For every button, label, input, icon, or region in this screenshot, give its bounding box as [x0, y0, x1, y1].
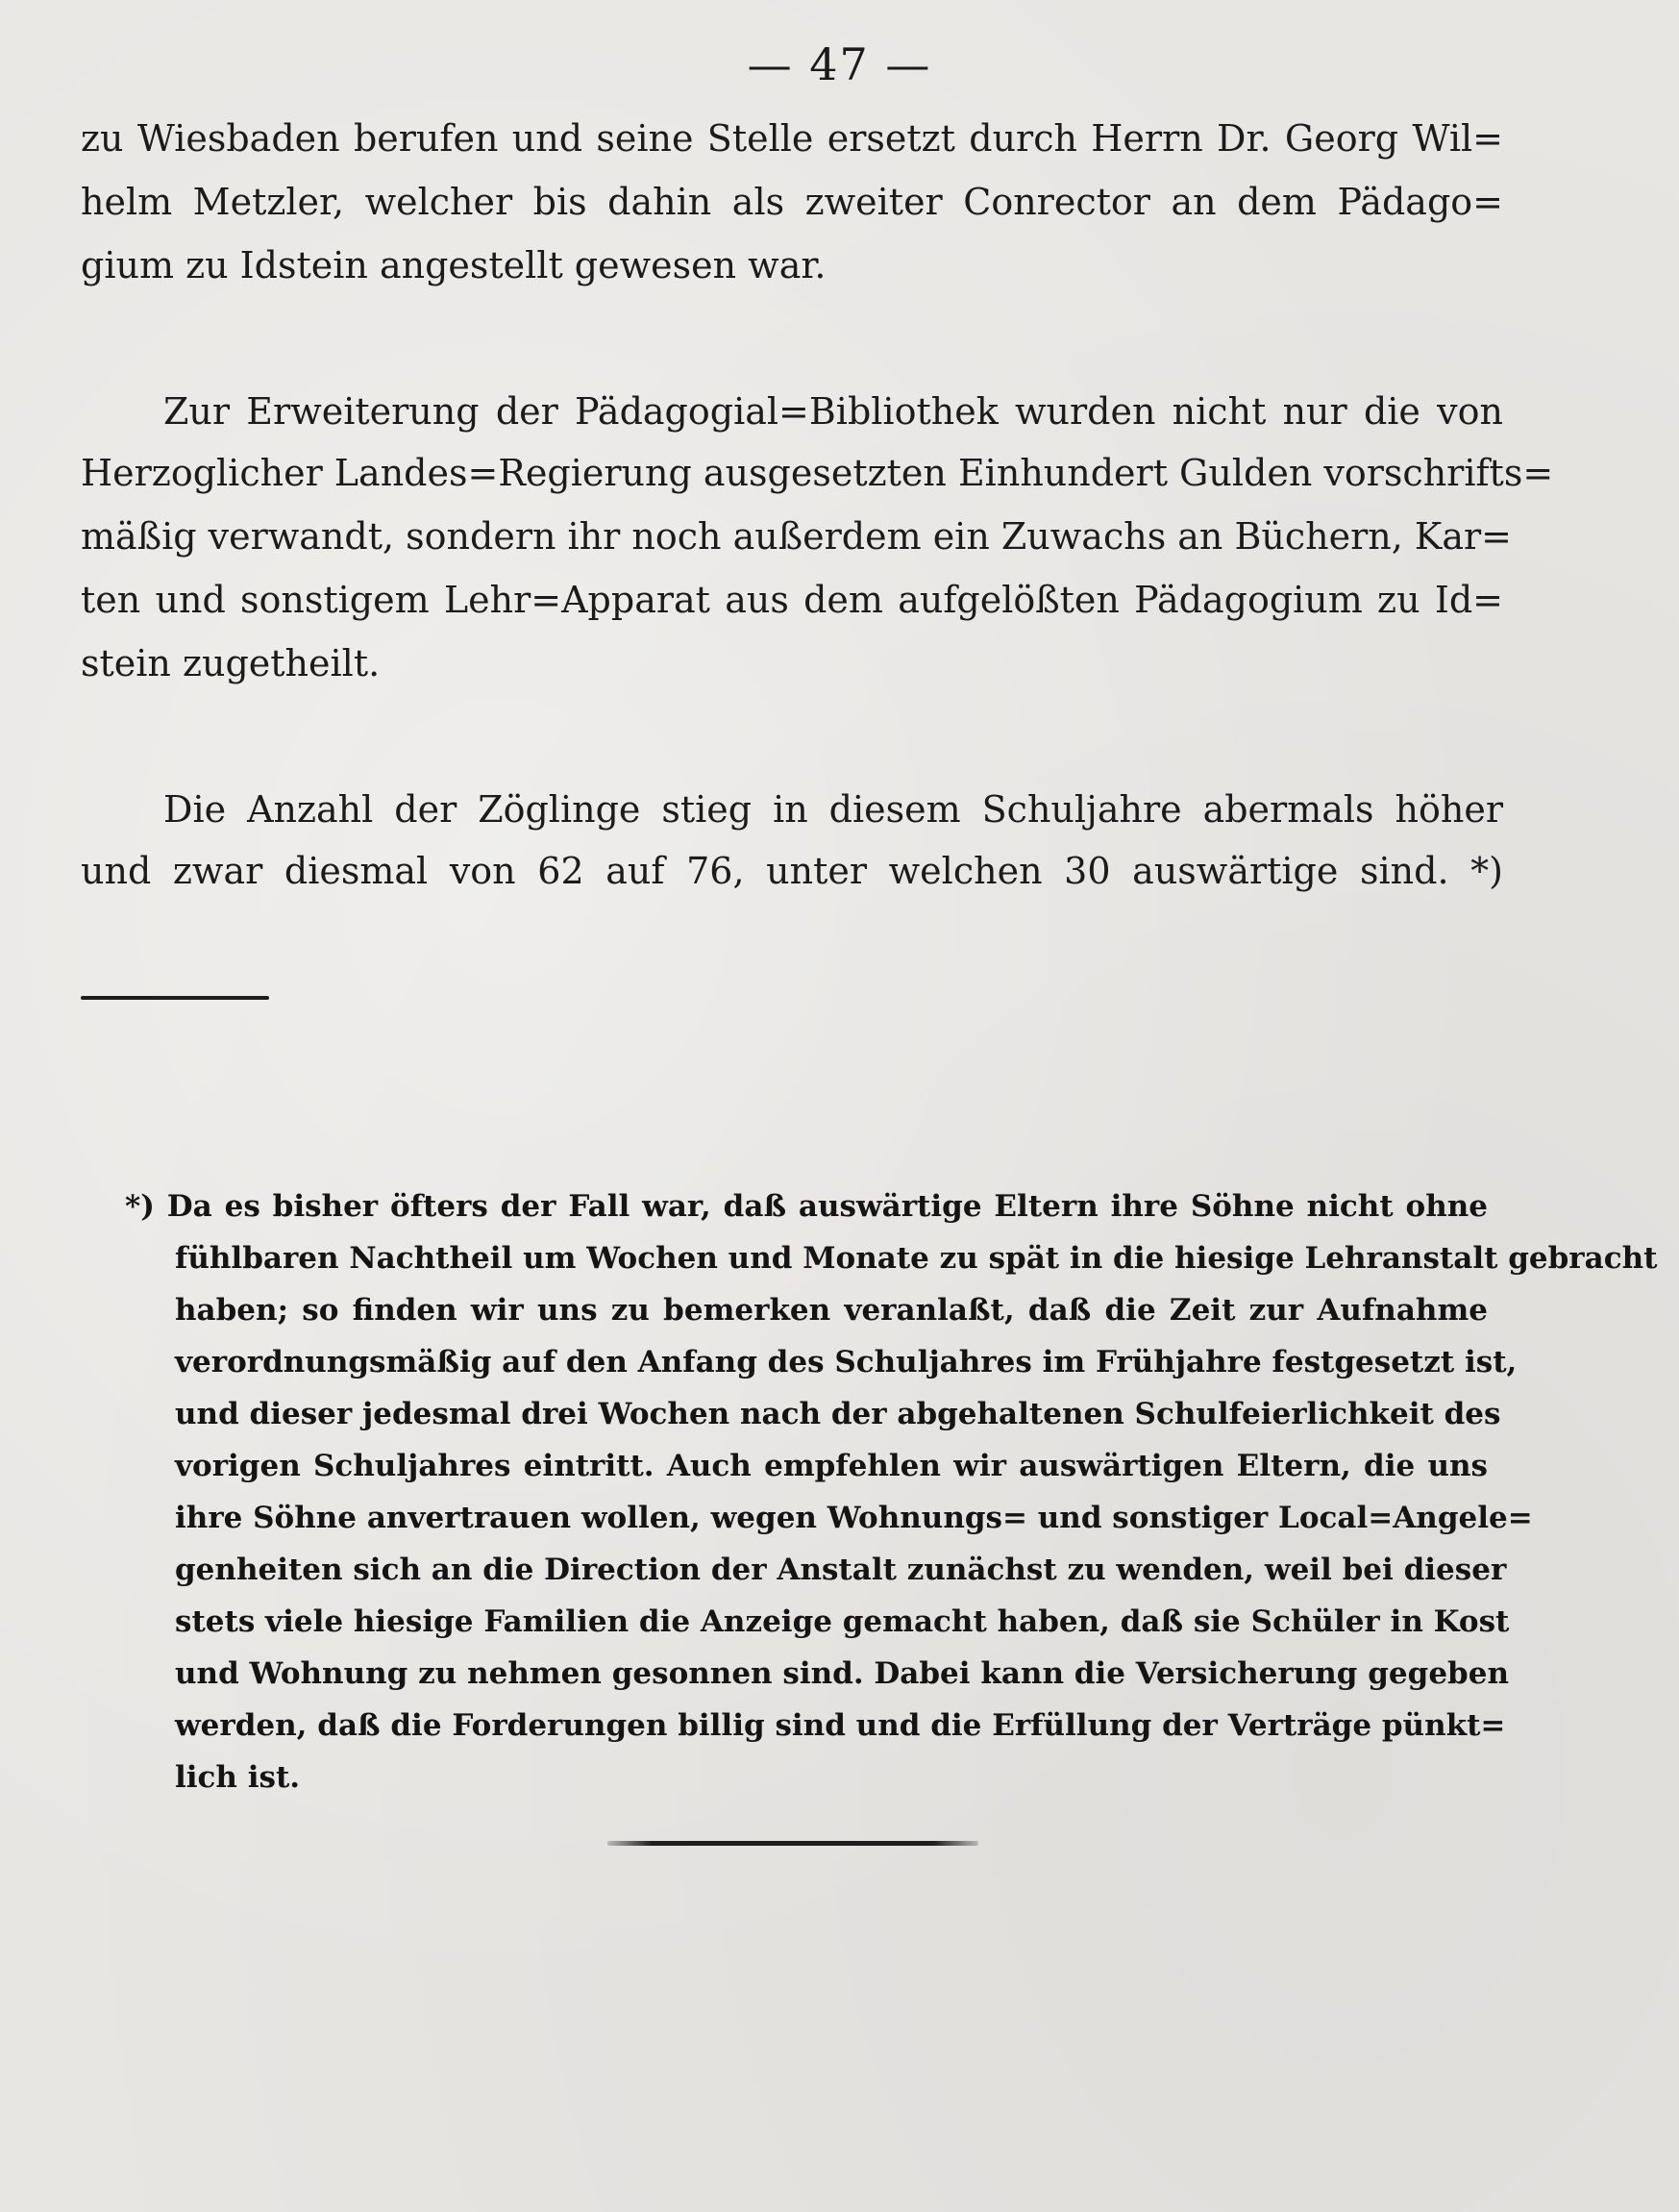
- footnote-line: lich ist.: [175, 1760, 301, 1795]
- footnote-line: verordnungsmäßig auf den Anfang des Schuljahres im Frühjahre festgesetzt ist,: [175, 1345, 1518, 1379]
- footnote-separator: [81, 996, 269, 1000]
- text-line: helm Metzler, welcher bis dahin als zweiter Conrector an dem Pädago=: [81, 181, 1503, 223]
- text-line: mäßig verwandt, sondern ihr noch außerdem ein Zuwachs an Büchern, Kar=: [81, 515, 1512, 558]
- text-line: Zur Erweiterung der Pädagogial=Bibliothek wurden nicht nur die von: [163, 390, 1503, 433]
- footnote-line: haben; so finden wir uns zu bemerken veranlaßt, daß die Zeit zur Aufnahme: [175, 1293, 1488, 1328]
- text-line: und zwar diesmal von 62 auf 76, unter welchen 30 auswärtige sind. *): [81, 850, 1503, 892]
- text-line: zu Wiesbaden berufen und seine Stelle ersetzt durch Herrn Dr. Georg Wil=: [81, 117, 1503, 160]
- text-line: gium zu Idstein angestellt gewesen war.: [81, 244, 827, 286]
- footnote-line: und Wohnung zu nehmen gesonnen sind. Dabei kann die Versicherung gegeben: [175, 1656, 1509, 1691]
- text-line: Herzoglicher Landes=Regierung ausgesetzten Einhundert Gulden vorschrifts=: [81, 452, 1554, 494]
- footnote-line: stets viele hiesige Familien die Anzeige gemacht haben, daß sie Schüler in Kost: [175, 1604, 1510, 1639]
- footnote-line: *) Da es bisher öfters der Fall war, daß auswärtige Eltern ihre Söhne nicht ohne: [125, 1189, 1488, 1224]
- text-line: ten und sonstigem Lehr=Apparat aus dem aufgelößten Pädagogium zu Id=: [81, 579, 1503, 621]
- footnote-line: werden, daß die Forderungen billig sind und die Erfüllung der Verträge pünkt=: [175, 1708, 1506, 1743]
- text-line: stein zugetheilt.: [81, 642, 381, 684]
- text-line: Die Anzahl der Zöglinge stieg in diesem Schuljahre abermals höher: [163, 788, 1503, 831]
- footnote-line: genheiten sich an die Direction der Anstalt zunächst zu wenden, weil bei dieser: [175, 1553, 1507, 1587]
- page-number: — 47 —: [747, 38, 932, 90]
- footnote-line: vorigen Schuljahres eintritt. Auch empfehlen wir auswärtigen Eltern, die uns: [175, 1449, 1488, 1483]
- end-rule: [607, 1841, 978, 1846]
- footnote-line: und dieser jedesmal drei Wochen nach der abgehaltenen Schulfeierlichkeit des: [175, 1397, 1501, 1431]
- footnote-line: ihre Söhne anvertrauen wollen, wegen Wohnungs= und sonstiger Local=Angele=: [175, 1501, 1533, 1535]
- footnote-line: fühlbaren Nachtheil um Wochen und Monate zu spät in die hiesige Lehranstalt gebracht: [175, 1241, 1658, 1276]
